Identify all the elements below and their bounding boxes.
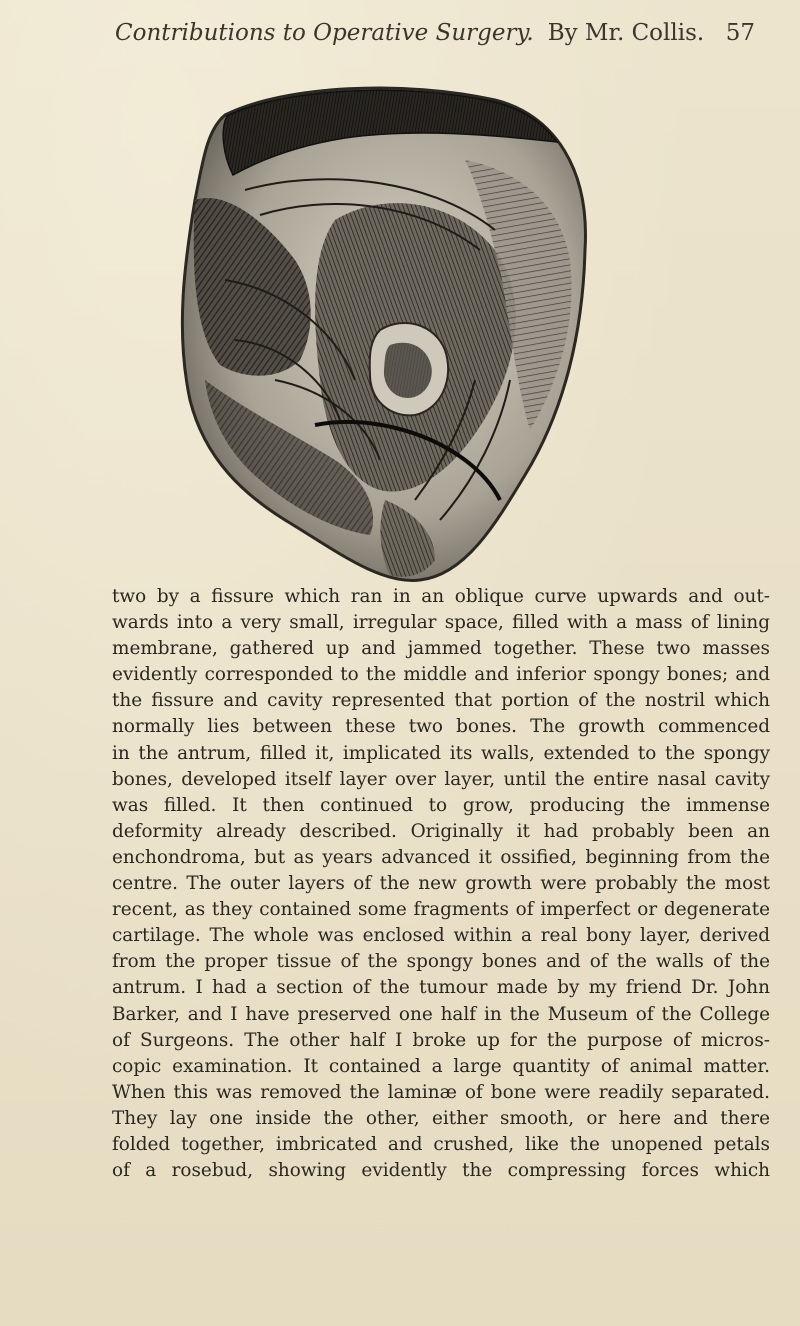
text-line: wards into a very small, irregular space, filled with a mass of lining xyxy=(112,612,770,634)
text-line: They lay one inside the other, either smooth, or here and there xyxy=(112,1107,770,1129)
anatomical-section-engraving-icon xyxy=(165,80,600,585)
author-name: By Mr. Collis. xyxy=(547,20,705,46)
text-line: from the proper tissue of the spongy bones and of the walls of the xyxy=(112,951,770,973)
text-line: recent, as they contained some fragments of imperfect or degenerate xyxy=(112,899,770,921)
text-line: the fissure and cavity represented that portion of the nostril which xyxy=(112,690,770,712)
running-header xyxy=(115,20,755,60)
body-text xyxy=(112,584,770,1184)
text-line: evidently corresponded to the middle and inferior spongy bones; and xyxy=(112,664,770,686)
text-line: two by a fissure which ran in an oblique curve upwards and out- xyxy=(112,586,770,607)
text-line: of a rosebud, showing evidently the compressing forces which xyxy=(112,1160,770,1182)
text-line: of Surgeons. The other half I broke up for the purpose of micros- xyxy=(112,1029,770,1051)
running-title: Contributions to Operative Surgery. xyxy=(115,20,534,46)
text-line: centre. The outer layers of the new growth were probably the most xyxy=(112,873,770,895)
text-line: normally lies between these two bones. The growth commenced xyxy=(112,716,770,738)
text-line: membrane, gathered up and jammed together. These two masses xyxy=(112,638,770,660)
text-line: cartilage. The whole was enclosed within a real bony layer, derived xyxy=(112,925,770,947)
text-line: in the antrum, filled it, implicated its walls, extended to the spongy xyxy=(112,742,770,764)
text-line: enchondroma, but as years advanced it ossified, beginning from the xyxy=(112,846,770,868)
text-line: antrum. I had a section of the tumour made by my friend Dr. John xyxy=(112,977,770,999)
text-line: When this was removed the laminæ of bone were readily separated. xyxy=(112,1081,770,1103)
text-line: was filled. It then continued to grow, producing the immense xyxy=(112,794,770,816)
text-line: folded together, imbricated and crushed, like the unopened petals xyxy=(112,1133,770,1155)
text-line: copic examination. It contained a large quantity of animal matter. xyxy=(112,1055,770,1077)
text-line: bones, developed itself layer over layer, until the entire nasal cavity xyxy=(112,768,770,790)
page-number: 57 xyxy=(725,20,755,46)
text-line: Barker, and I have preserved one half in the Museum of the College xyxy=(112,1003,770,1025)
text-line: deformity already described. Originally it had probably been an xyxy=(112,820,770,842)
